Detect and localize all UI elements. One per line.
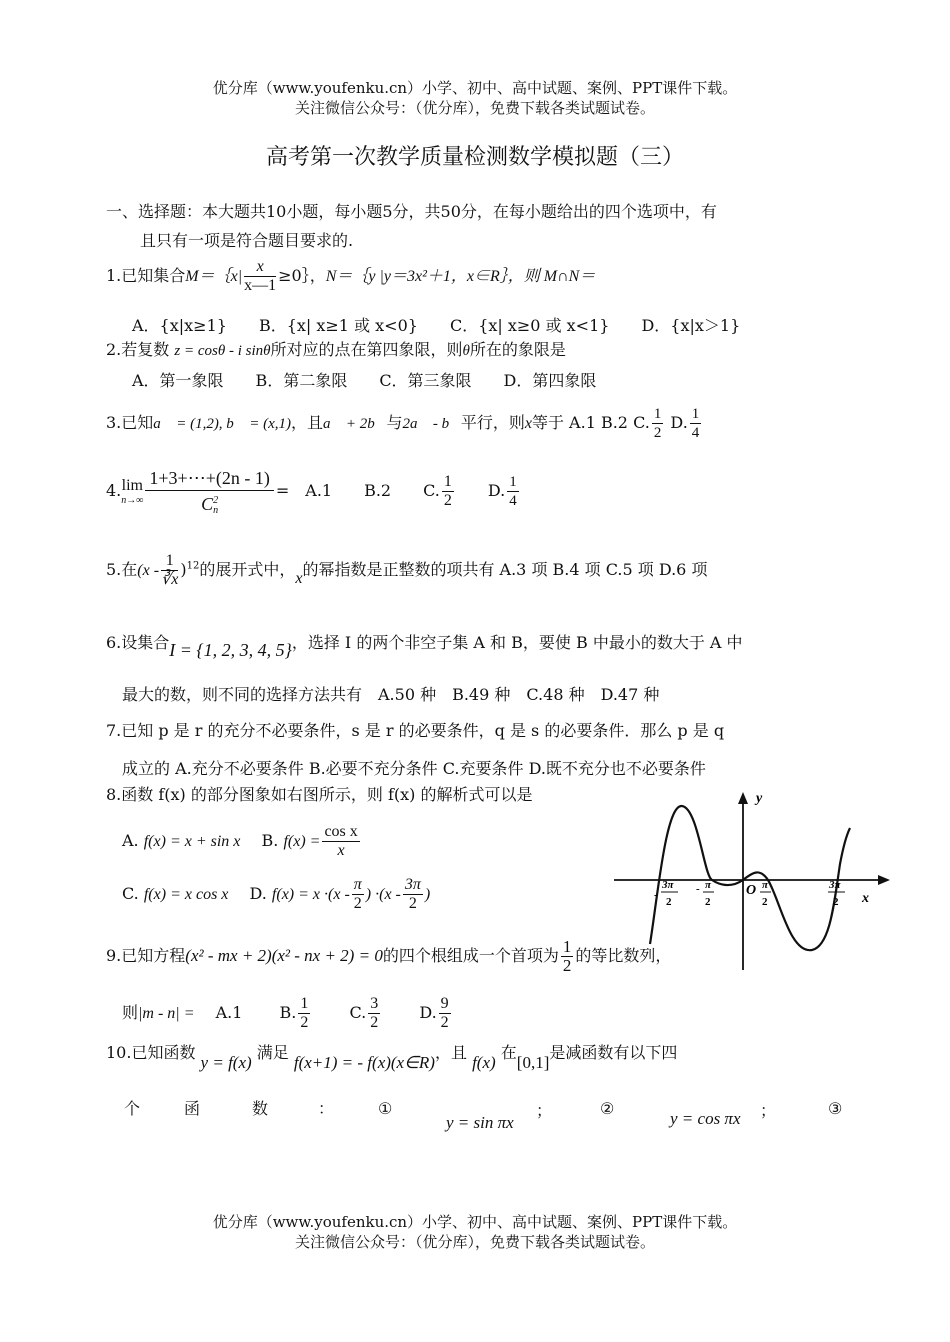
q3-yu: 与	[386, 413, 403, 432]
q5-expr-a: (x -	[137, 562, 160, 579]
q9-b-frac	[298, 995, 310, 1032]
q6-label: 6.设集合	[106, 633, 170, 652]
q8-b-label: B.	[261, 831, 279, 850]
q6-set: I = {1, 2, 3, 4, 5}	[169, 640, 292, 660]
q4-option-c-frac	[442, 473, 454, 510]
tick-3pi-2-den: 2	[833, 896, 839, 908]
q4-d-label: D.	[455, 481, 506, 500]
q10-expr1: y = f(x)	[200, 1053, 252, 1072]
q9-d-num: 9	[440, 995, 449, 1012]
question-2-options: A．第一象限 B．第二象限 C．第三象限 D．第四象限	[132, 371, 597, 390]
question-8-options-cd	[122, 876, 430, 913]
q3-option-c-frac	[652, 405, 664, 442]
x-axis-arrow	[878, 875, 890, 885]
q9-c-frac	[368, 995, 380, 1032]
q10-rest: 是减函数有以下四	[549, 1043, 678, 1062]
section1-line1: 一、选择题：本大题共10小题，每小题5分，共50分，在每小题给出的四个选项中，有	[106, 202, 717, 221]
q8-d-den1: 2	[353, 895, 362, 912]
q1-frac-den: x—1	[244, 277, 277, 294]
q9-b-den: 2	[300, 1014, 309, 1031]
question-6-stem	[106, 631, 743, 660]
question-9-options	[122, 995, 453, 1032]
q4-option-d-frac	[507, 473, 519, 510]
q1-fraction	[244, 258, 276, 295]
q9-d-den: 2	[440, 1014, 449, 1031]
q10-word-2: 函	[184, 1099, 201, 1118]
question-8-options-ab	[122, 823, 362, 860]
q5-label: 5.在	[106, 560, 138, 579]
q5-exponent: 12	[186, 560, 200, 572]
q4-options-ab: A.1 B.2 C.	[305, 481, 440, 500]
q9-line2-label: 则	[122, 1003, 139, 1022]
page-title: 高考第一次教学质量检测数学模拟题（三）	[265, 145, 684, 170]
q5-rest: 的展开式中，	[199, 560, 296, 579]
q10-circle-3: ③	[828, 1099, 843, 1118]
question-6-line2: 最大的数，则不同的选择方法共有 A.50 种 B.49 种 C.48 种 D.47 种	[122, 685, 660, 704]
question-1-stem	[106, 258, 595, 295]
tick-neg-pi-2-sign: -	[696, 883, 700, 895]
q4-d-num: 1	[509, 474, 517, 490]
q3-vec3: 2a⃗ - b⃗	[402, 416, 461, 432]
q3-option-d-frac	[690, 405, 702, 442]
q4-den-sub: n	[213, 504, 219, 516]
q4-den-scripts	[213, 496, 218, 516]
function-curve	[650, 806, 850, 950]
q10-circle-2: ②	[600, 1099, 615, 1118]
q3-d-label: D.	[665, 413, 688, 432]
q4-den-c: C	[201, 494, 214, 514]
tick-pi-2-num: π	[762, 879, 769, 891]
tick-neg-pi-2-num: π	[705, 879, 712, 891]
q3-d-den: 4	[691, 425, 700, 441]
q10-word-1: 个	[124, 1099, 141, 1118]
graph-origin-label: O	[746, 883, 757, 898]
q3-c-num: 1	[653, 406, 662, 422]
q4-den-sup: 2	[213, 494, 219, 506]
q4-numerator: 1+3+⋯+(2n - 1)	[145, 466, 273, 491]
q8-d-expr-b: ) ·(x -	[365, 886, 401, 903]
q5-frac-num: 1	[161, 552, 178, 571]
q3-x: x	[524, 415, 532, 432]
q8-d-num2: 3π	[404, 876, 421, 893]
q10-expr2: f(x+1) = - f(x)(x∈R)	[293, 1053, 435, 1072]
q4-c-den: 2	[443, 492, 452, 509]
tick-neg-pi-2-den: 2	[705, 896, 711, 908]
q3-vectors: a⃗ = (1,2), b⃗ = (x,1)	[153, 416, 291, 432]
q9-d-frac	[439, 995, 451, 1032]
q9-opt-d: D.	[419, 1003, 437, 1022]
q9-f-num: 1	[562, 937, 572, 956]
q9-abs: |m - n| =	[138, 1005, 195, 1022]
q10-label: 10.已知函数	[106, 1043, 196, 1062]
q10-interval: [0,1]	[516, 1053, 550, 1072]
q9-opt-a: A.1	[215, 1003, 243, 1022]
question-9-stem	[106, 938, 671, 975]
q10-semicolon-1: ；	[536, 1101, 553, 1120]
q8-d-frac2	[403, 876, 423, 913]
question-7-line1: 7.已知 p 是 r 的充分不必要条件，s 是 r 的必要条件，q 是 s 的必要条件．那么 p 是 q	[106, 721, 725, 740]
q3-vec2: a⃗ + 2b⃗	[323, 416, 387, 432]
q4-fraction	[145, 466, 273, 517]
q3-c-den: 2	[653, 425, 662, 441]
q9-rest: 的四个根组成一个首项为	[382, 946, 559, 965]
q8-d-num1: π	[353, 876, 362, 893]
q10-semicolon-2: ；	[760, 1101, 777, 1120]
q9-opt-b: B.	[279, 1003, 297, 1022]
q4-eq: =	[275, 481, 290, 500]
q1-frac-num: x	[244, 258, 276, 277]
tick-neg-pi-2	[696, 879, 714, 908]
q3-label: 3.已知	[106, 413, 154, 432]
q9-rest2: 的等比数列，	[575, 946, 672, 965]
q8-b-num: cos x	[324, 823, 358, 840]
q8-c-expr: f(x) = x cos x	[143, 886, 229, 903]
q9-expr: (x² - mx + 2)(x² - nx + 2) = 0	[185, 946, 383, 965]
header-line-1: 优分库（www.youfenku.cn）小学、初中、高中试题、案例、PPT课件下载。	[212, 79, 738, 97]
q4-d-den: 4	[509, 493, 517, 509]
q4-denominator	[145, 491, 273, 517]
q5-fraction	[161, 552, 178, 589]
q8-b-expr: f(x) =	[283, 833, 321, 850]
q9-label: 9.已知方程	[106, 946, 186, 965]
q1-ge0: ≥0｝，	[278, 266, 326, 285]
q1-set-m: M＝｛x|	[185, 268, 243, 285]
q10-mid2: ，且	[434, 1043, 467, 1062]
tick-pi-2-den: 2	[762, 896, 768, 908]
graph-x-label: x	[862, 891, 869, 906]
q10-mid: 满足	[256, 1043, 289, 1062]
q4-lim-sub: n→∞	[121, 494, 144, 506]
q4-lim: lim	[121, 476, 143, 494]
q8-b-fraction	[322, 823, 359, 860]
q8-d-label: D.	[249, 884, 267, 903]
q10-func-2: y = cos πx	[670, 1109, 741, 1128]
q9-f-den: 2	[562, 956, 572, 975]
q4-label: 4.	[106, 481, 122, 500]
q10-mid3: 在	[500, 1043, 517, 1062]
question-2-stem	[106, 339, 566, 362]
question-7-line2: 成立的 A.充分不必要条件 B.必要不充分条件 C.充要条件 D.既不充分也不必要条件	[122, 759, 706, 778]
q8-a-label: A.	[122, 831, 139, 850]
q6-rest: ，选择 I 的两个非空子集 A 和 B，要使 B 中最小的数大于 A 中	[291, 633, 743, 652]
q5-frac-den: ∛x	[161, 571, 179, 588]
q10-word-3: 数	[252, 1099, 269, 1118]
tick-3pi-2-num: 3π	[829, 879, 841, 891]
q2-expr: z = cosθ - i sinθ	[174, 343, 271, 359]
header-line-2: 关注微信公众号：（优分库），免费下载各类试题试卷。	[294, 99, 655, 117]
q1-set-n: N＝｛y |y＝3x²＋1，x∈R｝，则 M∩N＝	[325, 268, 596, 285]
q3-d-num: 1	[691, 406, 700, 422]
question-8-stem: 8.函数 f(x) 的部分图象如右图所示，则 f(x) 的解析式可以是	[106, 785, 533, 804]
q2-theta: θ	[462, 343, 470, 359]
question-4-stem	[106, 466, 521, 517]
section1-line2: 且只有一项是符合题目要求的.	[140, 231, 354, 250]
q4-limit	[121, 477, 143, 507]
q8-d-expr-a: f(x) = x ·(x -	[271, 886, 350, 903]
q2-rest2: 所在的象限是	[469, 340, 566, 359]
q9-c-den: 2	[370, 1014, 379, 1031]
q8-d-den2: 2	[408, 895, 417, 912]
q9-opt-c: C.	[349, 1003, 367, 1022]
q5-expr-b: )	[180, 560, 187, 579]
q3-rest: 平行，则	[460, 413, 525, 432]
q9-c-num: 3	[370, 995, 379, 1012]
question-1-options: A．{x|x≥1} B．{x| x≥1 或 x<0} C．{x| x≥0 或 x<1} D．{x|x＞1}	[132, 316, 741, 335]
q1-label: 1.已知集合	[106, 266, 186, 285]
q2-rest: 所对应的点在第四象限，则	[270, 340, 463, 359]
q2-label: 2.若复数	[106, 340, 170, 359]
q8-c-label: C.	[122, 884, 139, 903]
q9-b-num: 1	[300, 995, 309, 1012]
q8-b-den: x	[337, 842, 345, 859]
tick-neg-3pi-2-den: 2	[666, 896, 672, 908]
question-10-stem	[106, 1042, 678, 1072]
footer-line-2: 关注微信公众号：（优分库），免费下载各类试题试卷。	[294, 1233, 655, 1251]
question-3-stem	[106, 405, 703, 442]
tick-neg-3pi-2-sign: -	[654, 889, 658, 901]
q10-func-1: y = sin πx	[446, 1113, 514, 1132]
y-axis-arrow	[738, 792, 748, 804]
footer-line-1: 优分库（www.youfenku.cn）小学、初中、高中试题、案例、PPT课件下载。	[212, 1213, 738, 1231]
q8-d-expr-c: )	[424, 886, 431, 903]
tick-neg-3pi-2-num: 3π	[662, 879, 674, 891]
question-5-stem	[106, 552, 707, 589]
q8-a-expr: f(x) = x + sin x	[143, 833, 241, 850]
q10-expr3: f(x)	[472, 1053, 496, 1072]
q10-word-4: ：	[318, 1099, 335, 1118]
q3-rest2: 等于 A.1 B.2 C.	[531, 413, 650, 432]
graph-y-label: y	[756, 791, 763, 806]
q9-ratio-frac	[561, 938, 574, 975]
q5-rest2: 的幂指数是正整数的项共有 A.3 项 B.4 项 C.5 项 D.6 项	[302, 560, 708, 579]
q5-x: x	[295, 570, 303, 587]
q8-d-frac1	[352, 876, 364, 913]
q10-circle-1: ①	[378, 1099, 393, 1118]
q3-mid: ，且	[291, 413, 324, 432]
q4-c-num: 1	[443, 473, 452, 490]
